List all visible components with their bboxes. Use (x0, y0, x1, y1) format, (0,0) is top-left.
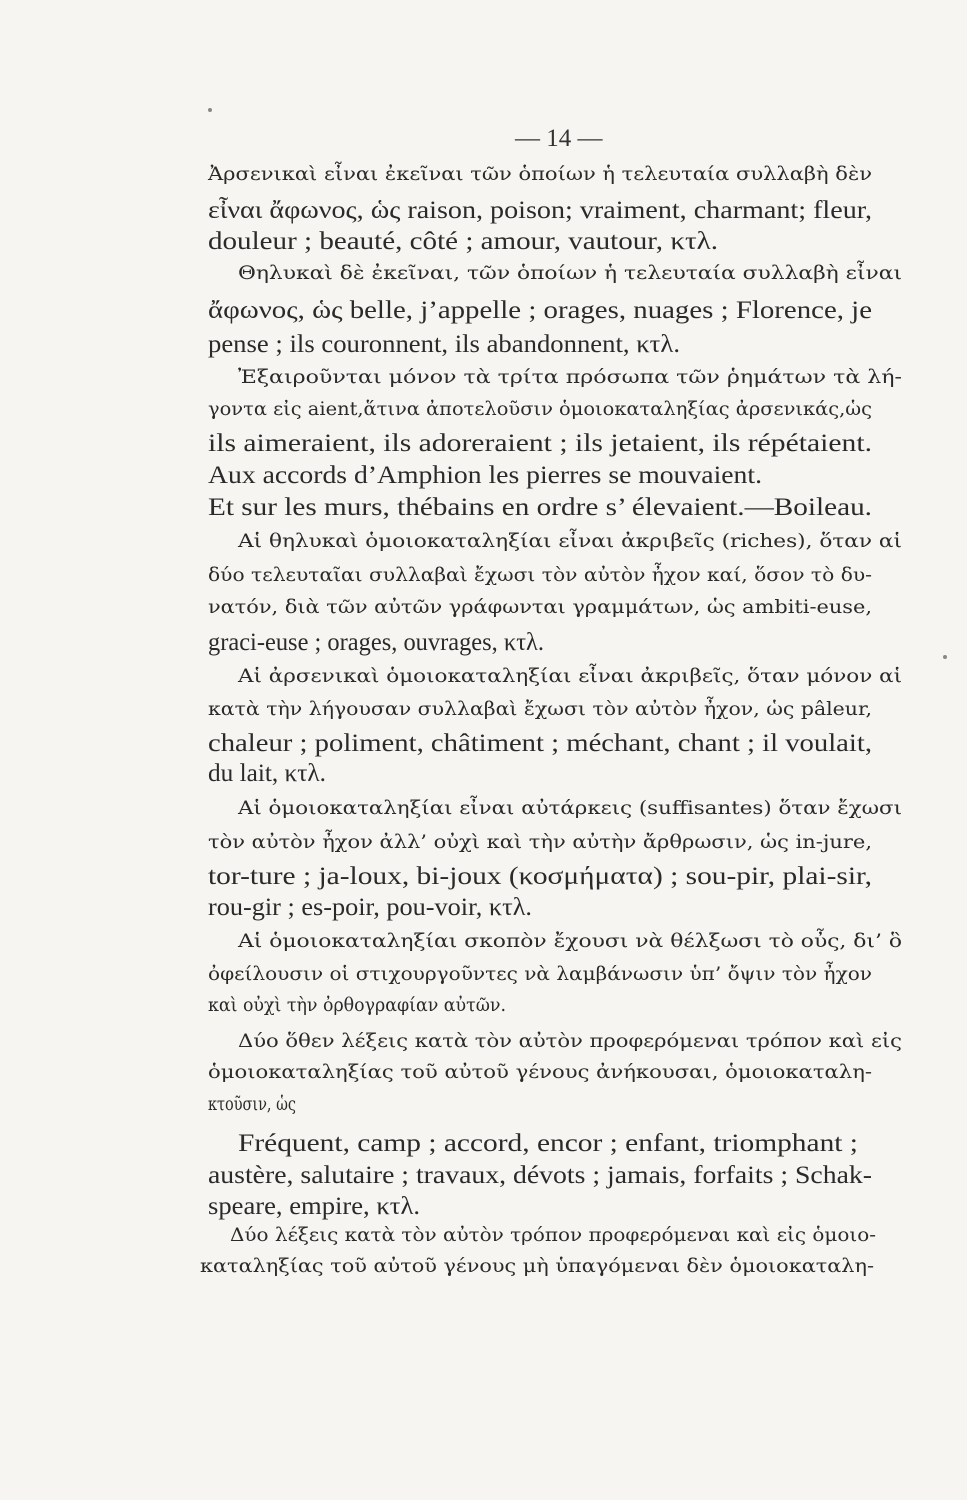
text-line: τὸν αὐτὸν ἦχον ἀλλ’ οὐχὶ καὶ τὴν αὐτὴν ἄρθρωσιν, ὡς in-jure, (208, 831, 872, 853)
text-line: pense ; ils couronnent, ils abandonnent, κτλ. (208, 331, 680, 358)
text-line: κατὰ τὴν λήγουσαν συλλαβαὶ ἔχωσι τὸν αὐτὸν ἦχον, ὡς pâleur, (208, 698, 872, 720)
text-line: Αἱ ὁμοιοκαταληξίαι εἶναι αὐτάρκεις (suffisantes) ὅταν ἔχωσι (238, 797, 902, 819)
text-line: Αἱ ἀρσενικαὶ ὁμοιοκαταληξίαι εἶναι ἀκριβεῖς, ὅταν μόνον αἱ (238, 665, 902, 687)
text-line: du lait, κτλ. (208, 760, 326, 787)
text-line: Αἱ ὁμοιοκαταληξίαι σκοπὸν ἔχουσι νὰ θέλξωσι τὸ οὖς, δι’ ὃ (238, 930, 902, 952)
text-line: ὁμοιοκαταληξίας τοῦ αὐτοῦ γένους ἀνήκουσαι, ὁμοιοκαταλη- (208, 1061, 872, 1083)
text-line: καὶ οὐχὶ τὴν ὀρθογραφίαν αὐτῶν. (208, 994, 506, 1016)
ink-speck (943, 655, 947, 659)
text-line: graci-euse ; orages, ouvrages, κτλ. (208, 629, 544, 656)
text-line: Fréquent, camp ; accord, encor ; enfant, triomphant ; (238, 1130, 858, 1157)
ink-speck (208, 108, 212, 112)
text-line: Δύο λέξεις κατὰ τὸν αὐτὸν τρόπον προφερόμεναι καὶ εἰς ὁμοιο- (230, 1224, 876, 1246)
text-line: Ἐξαιροῦνται μόνον τὰ τρίτα πρόσωπα τῶν ῥημάτων τὰ λή- (238, 366, 902, 388)
text-line: ὀφείλουσιν οἱ στιχουργοῦντες νὰ λαμβάνωσιν ὑπ’ ὄψιν τὸν ἦχον (208, 963, 872, 985)
text-line: rou-gir ; es-poir, pou-voir, κτλ. (208, 894, 532, 921)
text-line: Et sur les murs, thébains en ordre s’ élevaient.—Boileau. (208, 494, 872, 521)
text-line: austère, salutaire ; travaux, dévots ; jamais, forfaits ; Schak- (208, 1162, 873, 1189)
text-line: γοντα εἰς aient,ἅτινα ἀποτελοῦσιν ὁμοιοκαταληξίας ἀρσενικάς,ὡς (208, 398, 872, 420)
text-line: ἄφωνος, ὡς belle, j’appelle ; orages, nuages ; Florence, je (208, 297, 872, 324)
text-line: Δύο ὅθεν λέξεις κατὰ τὸν αὐτὸν προφερόμεναι τρόπον καὶ εἰς (238, 1030, 902, 1052)
text-line: chaleur ; poliment, châtiment ; méchant, chant ; il voulait, (208, 730, 872, 757)
text-line: ils aimeraient, ils adoreraient ; ils jetaient, ils répétaient. (208, 430, 873, 457)
page-number: — 14 — (515, 125, 603, 152)
text-line: νατόν, διὰ τῶν αὐτῶν γράφωνται γραμμάτων, ὡς ambiti-euse, (208, 596, 872, 618)
text-line: douleur ; beauté, côté ; amour, vautour, κτλ. (208, 228, 718, 255)
text-line: speare, empire, κτλ. (208, 1193, 420, 1220)
text-line: Aux accords d’Amphion les pierres se mouvaient. (208, 462, 762, 489)
text-line: Ἀρσενικαὶ εἶναι ἐκεῖναι τῶν ὁποίων ἡ τελευταία συλλαβὴ δὲν (208, 163, 872, 185)
text-line: Αἱ θηλυκαὶ ὁμοιοκαταληξίαι εἶναι ἀκριβεῖς (riches), ὅταν αἱ (238, 530, 902, 552)
text-line: εἶναι ἄφωνος, ὡς raison, poison; vraiment, charmant; fleur, (208, 197, 872, 224)
text-line: Θηλυκαὶ δὲ ἐκεῖναι, τῶν ὁποίων ἡ τελευταία συλλαβὴ εἶναι (238, 262, 902, 284)
text-line: tor-ture ; ja-loux, bi-joux (κοσμήματα) ; sou-pir, plai-sir, (208, 863, 873, 890)
text-line: καταληξίας τοῦ αὐτοῦ γένους μὴ ὑπαγόμεναι δὲν ὁμοιοκαταλη- (200, 1255, 874, 1277)
text-line: δύο τελευταῖαι συλλαβαὶ ἔχωσι τὸν αὐτὸν ἦχον καί, ὅσον τὸ δυ- (208, 564, 872, 586)
text-line: κτοῦσιν, ὡς (208, 1093, 296, 1115)
